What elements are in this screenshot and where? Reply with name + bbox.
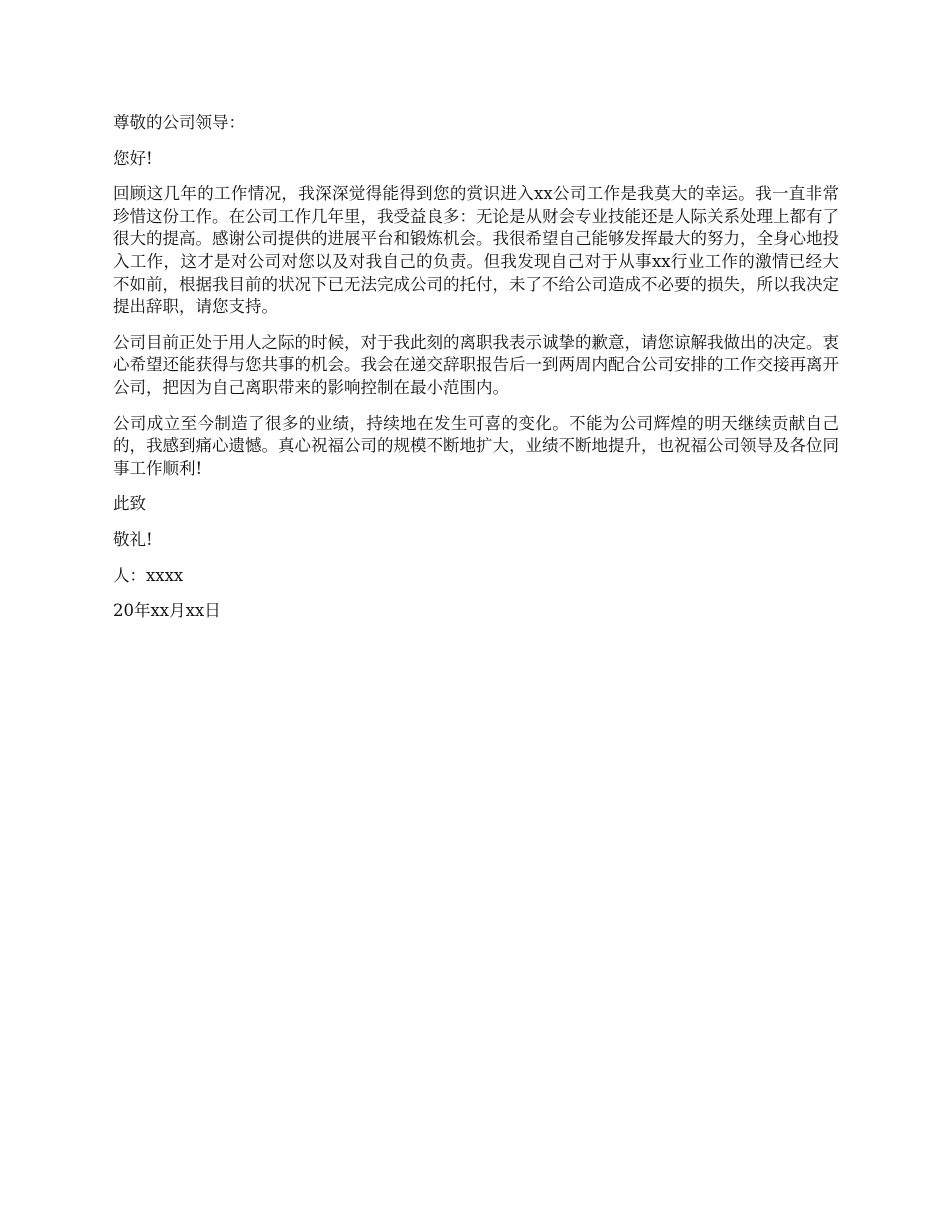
greeting: 您好! [113, 148, 153, 168]
body-paragraph: 回顾这几年的工作情况，我深深觉得能得到您的赏识进入xx公司工作是我莫大的幸运。我一直非常珍惜这份工作。在公司工作几年里，我受益良多：无论是从财会专业技能还是人际关系处理上都有了很大的提高。感谢公司提供的进展平台和锻炼机会。我很希望自己能够发挥最大的努力，全身心地投入工作，这才是对公司对您以及对我自己的负责。但我发现自己对于从事xx行业工作的激情已经大不如前，根据我目前的状况下已无法完成公司的托付，未了不给公司造成不必要的损失，所以我决定提出辞职，请您支持。 [113, 184, 839, 317]
body-paragraph: 公司成立至今制造了很多的业绩，持续地在发生可喜的变化。不能为公司辉煌的明天继续贡献自己的，我感到痛心遗憾。真心祝福公司的规模不断地扩大，业绩不断地提升，也祝福公司领导及各位同事工作顺利! [113, 413, 839, 478]
signature: 人：xxxx [113, 565, 184, 585]
letter-body [113, 112, 839, 636]
closing: 此致 [113, 494, 146, 514]
regards: 敬礼! [113, 529, 153, 549]
body-paragraph: 公司目前正处于用人之际的时候，对于我此刻的离职我表示诚挚的歉意，请您谅解我做出的决定。衷心希望还能获得与您共事的机会。我会在递交辞职报告后一到两周内配合公司安排的工作交接再离开公司，把因为自己离职带来的影响控制在最小范围内。 [113, 332, 839, 397]
salutation: 尊敬的公司领导： [113, 113, 245, 132]
date: 20年xx月xx日 [113, 601, 221, 621]
